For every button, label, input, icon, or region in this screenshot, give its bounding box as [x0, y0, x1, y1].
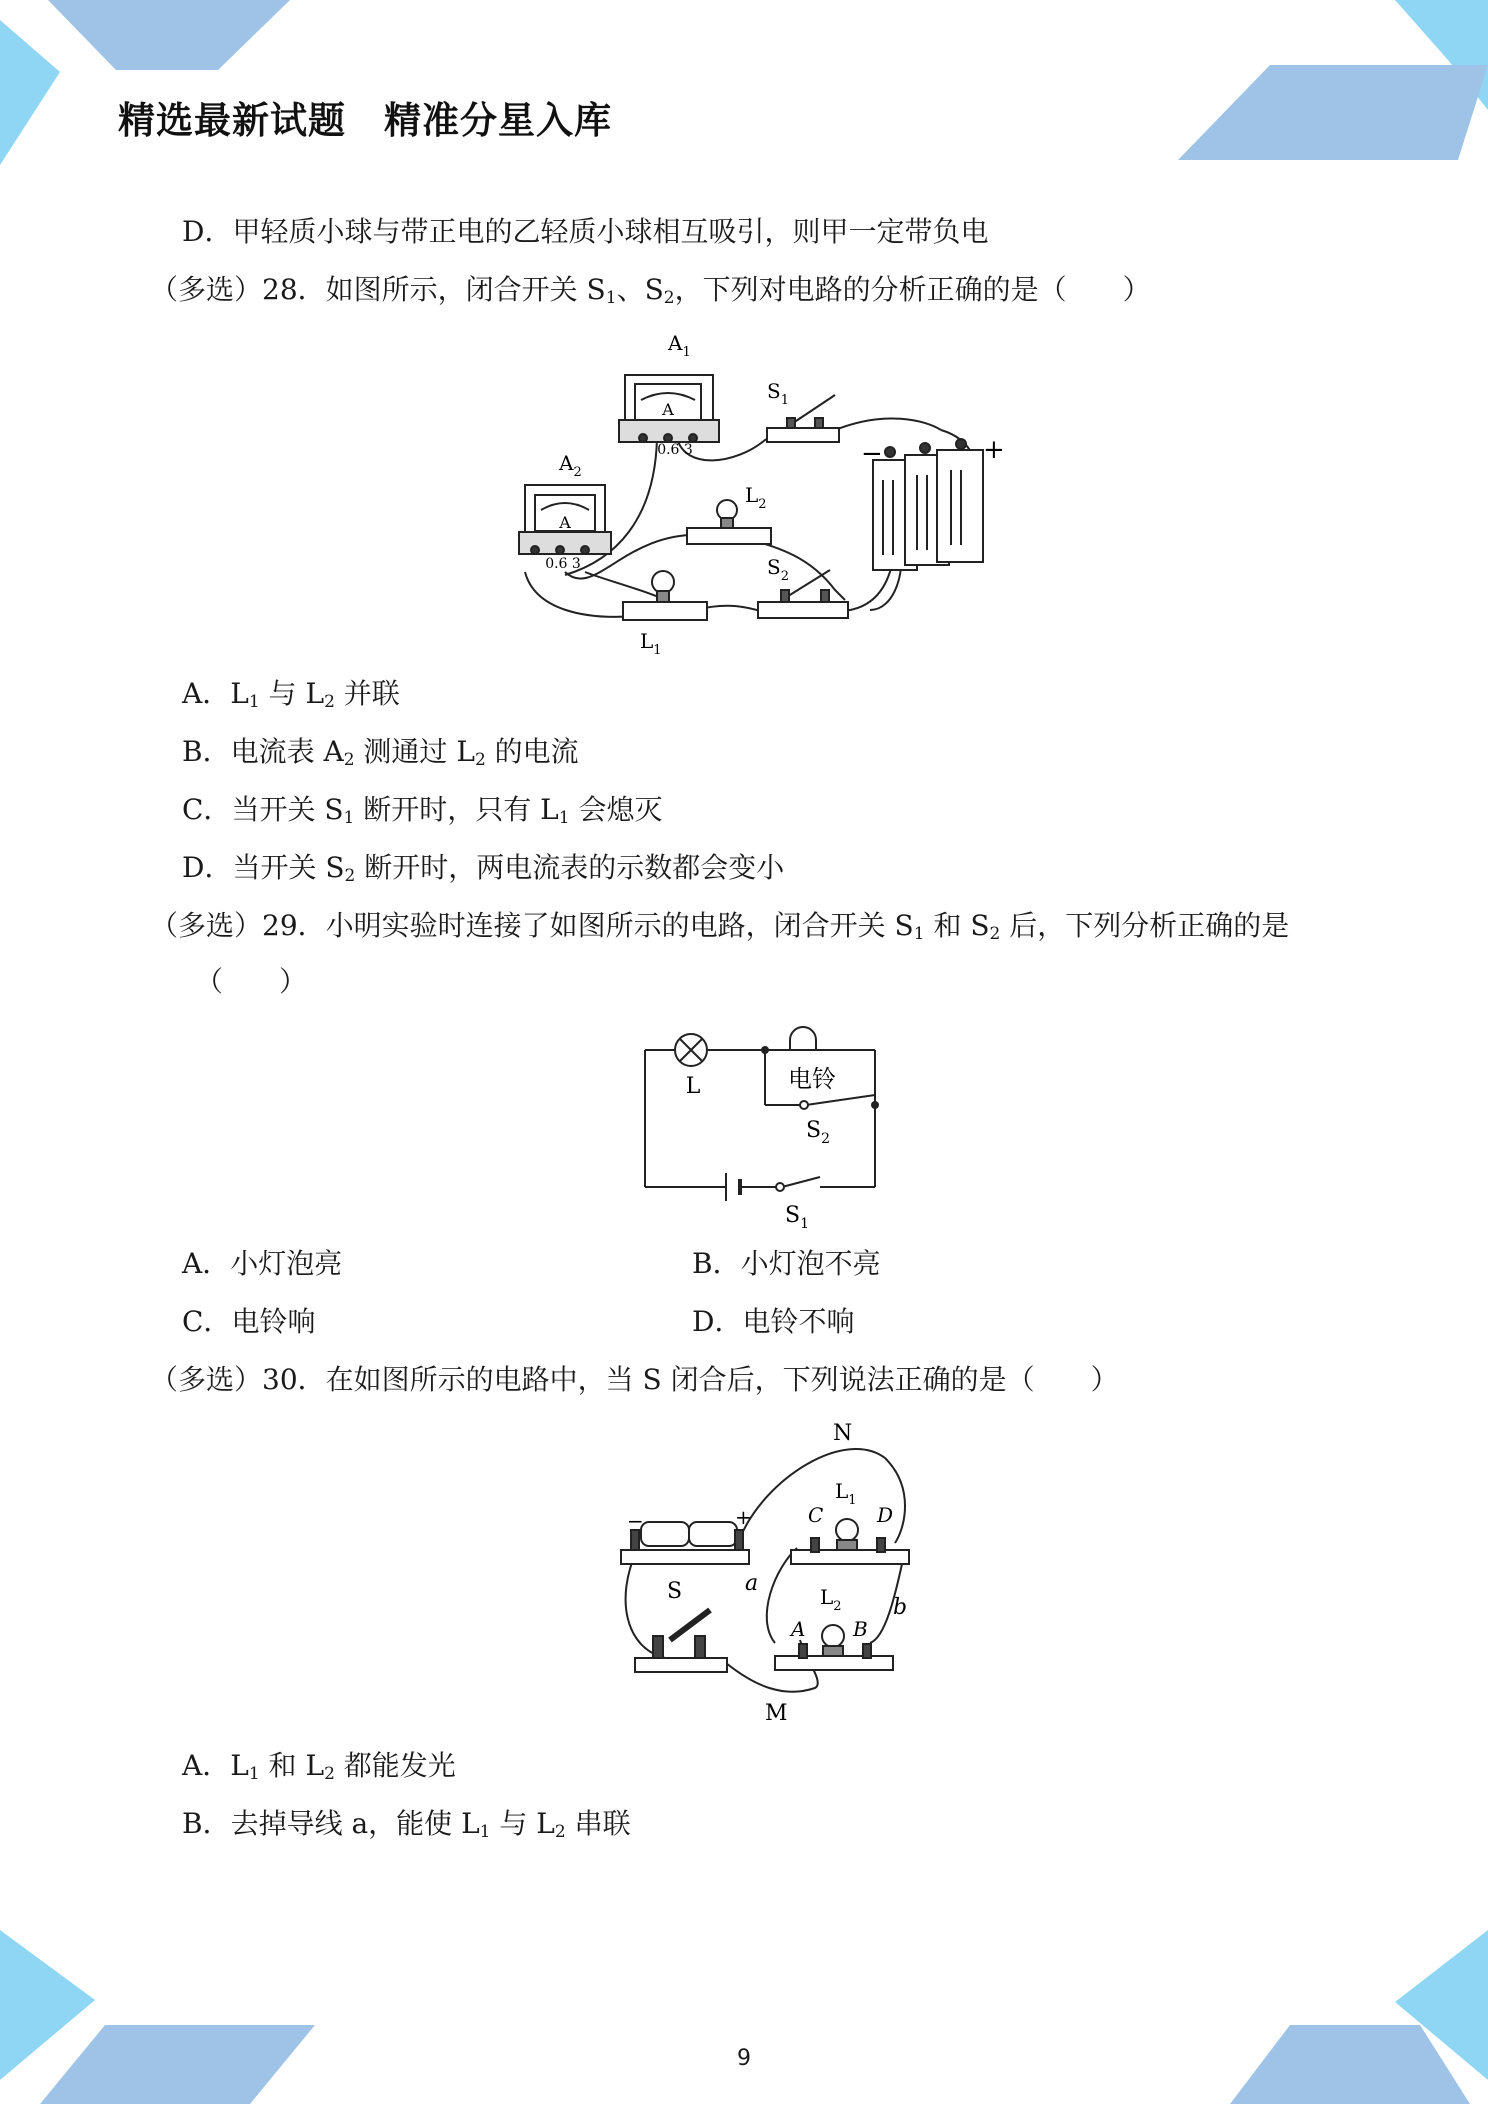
- meter-scale: 0.6 3: [545, 556, 581, 572]
- option-text: L: [230, 1749, 249, 1782]
- header-title: 精选最新试题 精准分星入库: [118, 99, 612, 142]
- q30-stem: [150, 1362, 1119, 1398]
- q29-circuit-figure: [630, 1015, 890, 1235]
- option-label: D．: [182, 851, 233, 884]
- meter-scale: 0.6 3: [657, 442, 693, 458]
- option-text: 电铃响: [231, 1305, 316, 1338]
- l2-label: $L_2$: [820, 1585, 842, 1614]
- option-text: 串联: [565, 1807, 631, 1840]
- switch-s: [635, 1610, 727, 1672]
- option-text: 和 L: [259, 1749, 325, 1782]
- footer-decoration: [0, 1930, 1488, 2104]
- minus-sign: −: [861, 439, 883, 469]
- stem-text: 、S: [616, 273, 664, 306]
- subscript: 1: [913, 924, 925, 944]
- stem-text: 后，下列分析正确的是: [1000, 909, 1290, 942]
- subscript: 1: [605, 288, 617, 308]
- option-label: C．: [182, 1305, 232, 1338]
- q29-option-d: [692, 1304, 854, 1340]
- s2-label: $S_2$: [806, 1118, 830, 1147]
- option-text: 去掉导线 a，能使 L: [230, 1807, 480, 1840]
- q29-stem: [150, 908, 1289, 952]
- option-text: 断开时，只有 L: [354, 793, 559, 826]
- subscript: 2: [344, 866, 356, 886]
- meter-symbol: A: [559, 513, 571, 532]
- subscript: 2: [989, 924, 1001, 944]
- q30-circuit-figure: [615, 1418, 935, 1728]
- l1-label: $L_1$: [835, 1479, 857, 1508]
- minus-sign: −: [627, 1509, 644, 1533]
- option-text: 小灯泡不亮: [740, 1247, 881, 1280]
- subscript: 1: [558, 808, 570, 828]
- q29-option-a: [182, 1246, 342, 1282]
- q30-option-a: [182, 1748, 456, 1792]
- q29-stem-blank: （ ）: [195, 965, 308, 998]
- option-text: 都能发光: [334, 1749, 456, 1782]
- subscript: 2: [474, 750, 486, 770]
- option-label: C．: [182, 793, 232, 826]
- subscript: 2: [343, 750, 355, 770]
- q28-stem: [150, 272, 1151, 316]
- option-label: D．: [182, 215, 233, 248]
- l1-label: $L_1$: [640, 629, 662, 658]
- question-tag: （多选）29．: [150, 909, 326, 942]
- q28-option-d: [182, 850, 784, 894]
- option-text: 当开关 S: [232, 851, 345, 884]
- lamp-l1: [623, 571, 707, 620]
- option-text: 与 L: [490, 1807, 555, 1840]
- lamp-l: [675, 1034, 707, 1066]
- a2-label: $A_2$: [559, 451, 582, 480]
- option-label: B．: [692, 1247, 741, 1280]
- subscript: 1: [248, 692, 260, 712]
- subscript: 1: [479, 1822, 491, 1842]
- stem-text: ，下列对电路的分析正确的是（ ）: [674, 273, 1151, 306]
- option-text: 电流表 A: [230, 735, 344, 768]
- option-label: B．: [182, 1807, 231, 1840]
- option-text: 断开时，两电流表的示数都会变小: [355, 851, 785, 884]
- option-text: 当开关 S: [231, 793, 344, 826]
- header-decoration: [0, 0, 1488, 170]
- option-label: A．: [182, 1749, 231, 1782]
- point-c-label: C: [808, 1503, 824, 1527]
- q28-circuit-figure: [505, 320, 1025, 660]
- stem-text: 如图所示，闭合开关 S: [325, 273, 606, 306]
- battery: [873, 439, 983, 570]
- l2-label: $L_2$: [745, 483, 767, 512]
- point-b-label: B: [853, 1617, 868, 1641]
- bell: [790, 1027, 816, 1050]
- option-text: 的电流: [485, 735, 579, 768]
- option-label: A．: [182, 677, 231, 710]
- subscript: 2: [663, 288, 675, 308]
- s2-label: $S_2$: [767, 555, 789, 584]
- q28-option-c: [182, 792, 663, 836]
- wire-n-label: N: [833, 1421, 853, 1446]
- q29-option-c: [182, 1304, 315, 1340]
- s-label: S: [667, 1579, 683, 1604]
- option-text: 电铃不响: [742, 1305, 855, 1338]
- option-label: A．: [182, 1247, 231, 1280]
- option-label: D．: [692, 1305, 743, 1338]
- subscript: 1: [343, 808, 355, 828]
- q28-option-b: [182, 734, 579, 778]
- point-a-label: A: [791, 1617, 806, 1641]
- stem-text: 在如图所示的电路中，当 S 闭合后，下列说法正确的是（ ）: [325, 1363, 1119, 1396]
- q30-option-b: [182, 1806, 631, 1850]
- plus-sign: +: [983, 435, 1005, 465]
- switch-contact: [800, 1101, 808, 1109]
- subscript: 1: [248, 1764, 260, 1784]
- junction-dot: [871, 1101, 879, 1109]
- stem-text: 和 S: [924, 909, 990, 942]
- option-text: L: [230, 677, 249, 710]
- s1-label: $S_1$: [785, 1203, 809, 1232]
- subscript: 2: [324, 692, 335, 712]
- page-number: 9: [737, 2046, 751, 2071]
- q28-option-a: [182, 676, 400, 720]
- wire-m-label: M: [765, 1701, 788, 1726]
- lamp-label: L: [685, 1074, 701, 1099]
- option-text: 并联: [334, 677, 400, 710]
- a1-label: $A_1$: [668, 331, 691, 360]
- switch-contact: [776, 1183, 784, 1191]
- subscript: 2: [554, 1822, 566, 1842]
- option-text: 甲轻质小球与带正电的乙轻质小球相互吸引，则甲一定带负电: [232, 215, 989, 248]
- s1-label: $S_1$: [767, 379, 789, 408]
- option-text: 与 L: [259, 677, 325, 710]
- plus-sign: +: [735, 1505, 752, 1529]
- bell-label: 电铃: [788, 1065, 836, 1093]
- prev-option-d: [182, 214, 988, 250]
- meter-symbol: A: [662, 400, 674, 419]
- question-tag: （多选）28．: [150, 273, 326, 306]
- wire-a-label: a: [745, 1571, 759, 1596]
- junction-dot: [761, 1046, 769, 1054]
- q29-option-b: [692, 1246, 881, 1282]
- subscript: 2: [324, 1764, 335, 1784]
- option-label: B．: [182, 735, 231, 768]
- point-d-label: D: [877, 1503, 894, 1527]
- option-text: 会熄灭: [569, 793, 663, 826]
- wire-b-label: b: [893, 1595, 908, 1620]
- question-tag: （多选）30．: [150, 1363, 326, 1396]
- option-text: 测通过 L: [354, 735, 475, 768]
- stem-text: 小明实验时连接了如图所示的电路，闭合开关 S: [325, 909, 914, 942]
- option-text: 小灯泡亮: [230, 1247, 343, 1280]
